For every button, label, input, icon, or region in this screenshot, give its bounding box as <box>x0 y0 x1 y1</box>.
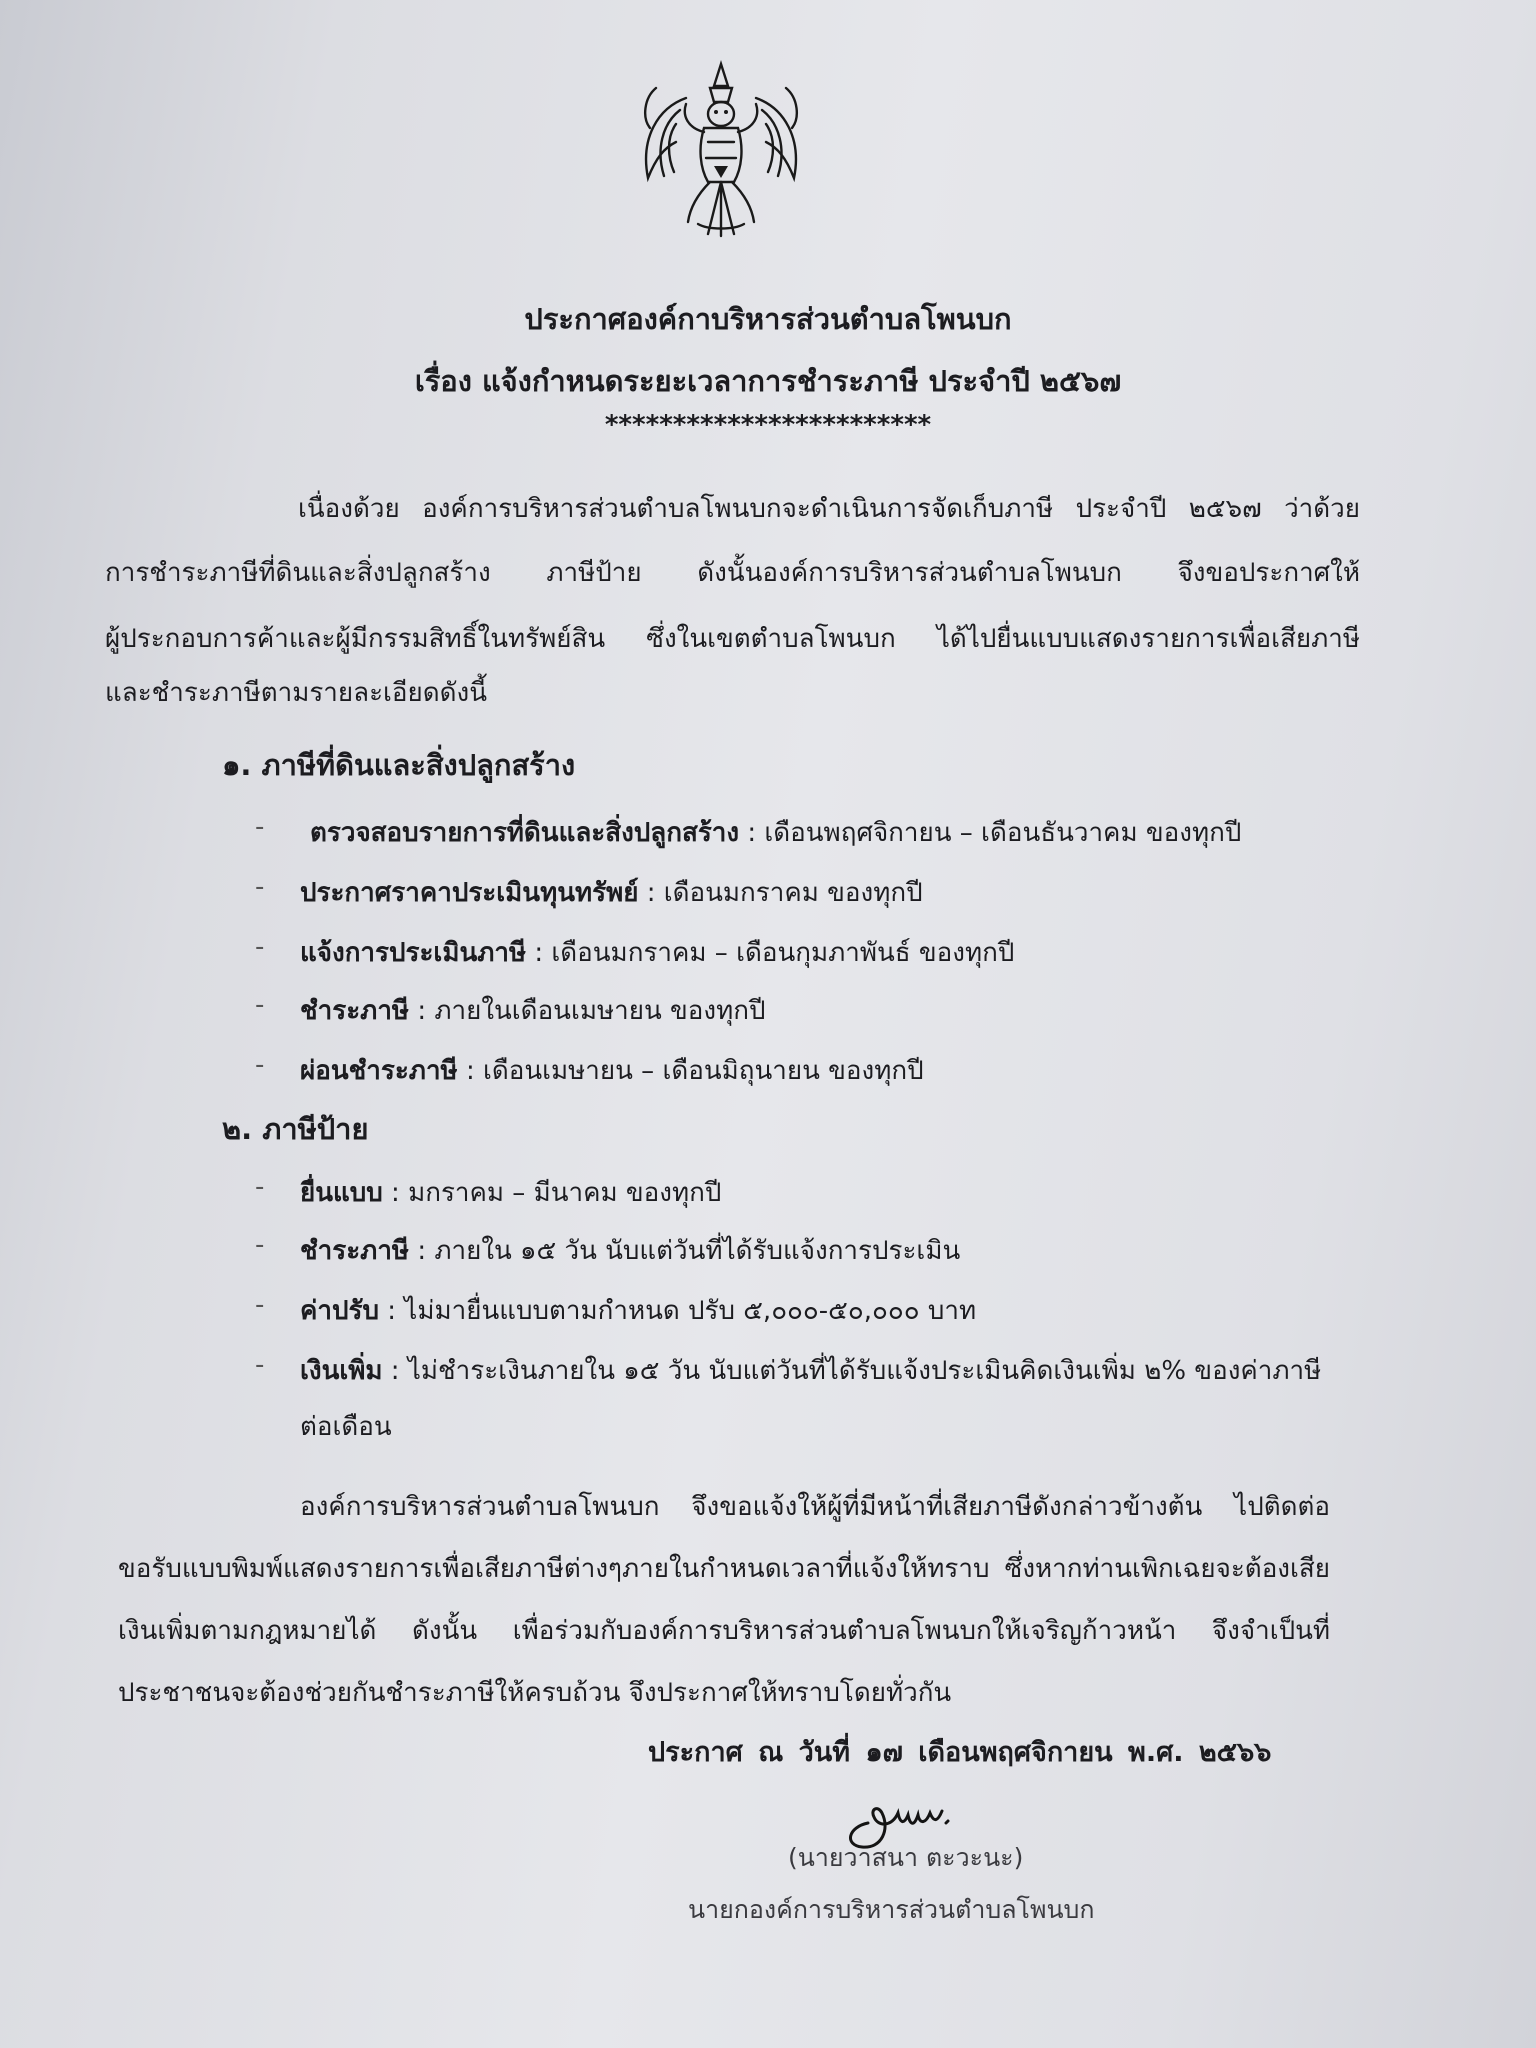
item-label: ประกาศราคาประเมินทุนทรัพย์ <box>300 878 639 908</box>
item-text: : เดือนเมษายน – เดือนมิถุนายน ของทุกปี <box>457 1056 924 1086</box>
announcement-date: ประกาศ ณ วันที่ ๑๗ เดือนพฤศจิกายน พ.ศ. ๒๕๖๖ <box>648 1737 1272 1768</box>
item-text: : เดือนมกราคม – เดือนกุมภาพันธ์ ของทุกปี <box>526 938 1015 968</box>
list-item <box>300 1230 960 1271</box>
section-heading: ๒. ภาษีป้าย <box>222 1112 369 1146</box>
item-text: : ไม่มายื่นแบบตามกำหนด ปรับ ๕,๐๐๐-๕๐,๐๐๐ บาท <box>378 1296 977 1326</box>
list-bullet: - <box>255 990 265 1020</box>
list-item <box>300 990 765 1031</box>
list-item-continuation: ต่อเดือน <box>300 1412 392 1442</box>
garuda-emblem-icon <box>628 58 814 240</box>
list-item <box>300 1350 1321 1391</box>
item-label: เงินเพิ่ม <box>300 1356 383 1386</box>
item-text: : เดือนมกราคม ของทุกปี <box>638 878 923 908</box>
item-text: : มกราคม – มีนาคม ของทุกปี <box>382 1178 722 1208</box>
closing-line: ประชาชนจะต้องช่วยกันชำระภาษีให้ครบถ้วน จึงประกาศให้ทราบโดยทั่วกัน <box>118 1678 952 1708</box>
item-label: ชำระภาษี <box>300 1236 410 1266</box>
intro-line: การชำระภาษีที่ดินและสิ่งปลูกสร้าง ภาษีป้าย ดังนั้นองค์การบริหารส่วนตำบลโพนบก จึงขอประกาศให้ <box>105 558 1360 588</box>
list-item <box>300 932 1014 973</box>
item-text: : ภายใน ๑๕ วัน นับแต่วันที่ได้รับแจ้งการประเมิน <box>409 1236 961 1266</box>
list-bullet: - <box>255 1350 265 1380</box>
announcement-title: ประกาศองค์กาบริหารส่วนตำบลโพนบก <box>524 302 1012 336</box>
list-bullet: - <box>255 1172 265 1202</box>
list-bullet: - <box>255 872 265 902</box>
closing-line: องค์การบริหารส่วนตำบลโพนบก จึงขอแจ้งให้ผู้ที่มีหน้าที่เสียภาษีดังกล่าวข้างต้น ไปติดต่อ <box>300 1492 1330 1522</box>
signer-name: (นายวาสนา ตะวะนะ) <box>788 1843 1024 1872</box>
list-item <box>300 1172 721 1213</box>
item-label: ยื่นแบบ <box>300 1178 383 1208</box>
item-text: : ไม่ชำระเงินภายใน ๑๕ วัน นับแต่วันที่ได้รับแจ้งประเมินคิดเงินเพิ่ม ๒% ของค่าภาษี <box>382 1356 1322 1386</box>
list-bullet: - <box>255 1230 265 1260</box>
signer-position: นายกองค์การบริหารส่วนตำบลโพนบก <box>688 1895 1095 1924</box>
item-label: แจ้งการประเมินภาษี <box>300 938 527 968</box>
item-label: ชำระภาษี <box>300 996 410 1026</box>
announcement-subject: เรื่อง แจ้งกำหนดระยะเวลาการชำระภาษี ประจำปี ๒๕๖๗ <box>414 364 1122 398</box>
list-bullet: - <box>255 1290 265 1320</box>
closing-line: ขอรับแบบพิมพ์แสดงรายการเพื่อเสียภาษีต่างๆภายในกำหนดเวลาที่แจ้งให้ทราบ ซึ่งหากท่านเพิกเฉยจะต้องเสีย <box>118 1554 1330 1584</box>
item-text: : ภายในเดือนเมษายน ของทุกปี <box>409 996 766 1026</box>
list-bullet: - <box>255 812 265 842</box>
list-item <box>300 872 923 913</box>
intro-line: และชำระภาษีตามรายละเอียดดังนี้ <box>105 678 488 708</box>
title-divider: ************************ <box>604 410 932 440</box>
list-bullet: - <box>255 1050 265 1080</box>
intro-line: เนื่องด้วย องค์การบริหารส่วนตำบลโพนบกจะดำเนินการจัดเก็บภาษี ประจำปี ๒๕๖๗ ว่าด้วย <box>298 494 1360 524</box>
list-item <box>300 1050 924 1091</box>
closing-line: เงินเพิ่มตามกฎหมายได้ ดังนั้น เพื่อร่วมกับองค์การบริหารส่วนตำบลโพนบกให้เจริญก้าวหน้า จึงจำเป็นที่ <box>118 1616 1330 1646</box>
intro-line: ผู้ประกอบการค้าและผู้มีกรรมสิทธิ์ในทรัพย์สิน ซึ่งในเขตตำบลโพนบก ได้ไปยื่นแบบแสดงรายการเพื่อเสียภาษี <box>105 624 1360 654</box>
list-item <box>300 1290 976 1331</box>
item-text: : เดือนพฤศจิกายน – เดือนธันวาคม ของทุกปี <box>739 818 1242 848</box>
section-heading: ๑. ภาษีที่ดินและสิ่งปลูกสร้าง <box>222 748 576 782</box>
list-bullet: - <box>255 932 265 962</box>
item-label: ตรวจสอบรายการที่ดินและสิ่งปลูกสร้าง <box>310 818 740 848</box>
item-label: ผ่อนชำระภาษี <box>300 1056 458 1086</box>
item-label: ค่าปรับ <box>300 1296 379 1326</box>
list-item <box>310 812 1241 853</box>
